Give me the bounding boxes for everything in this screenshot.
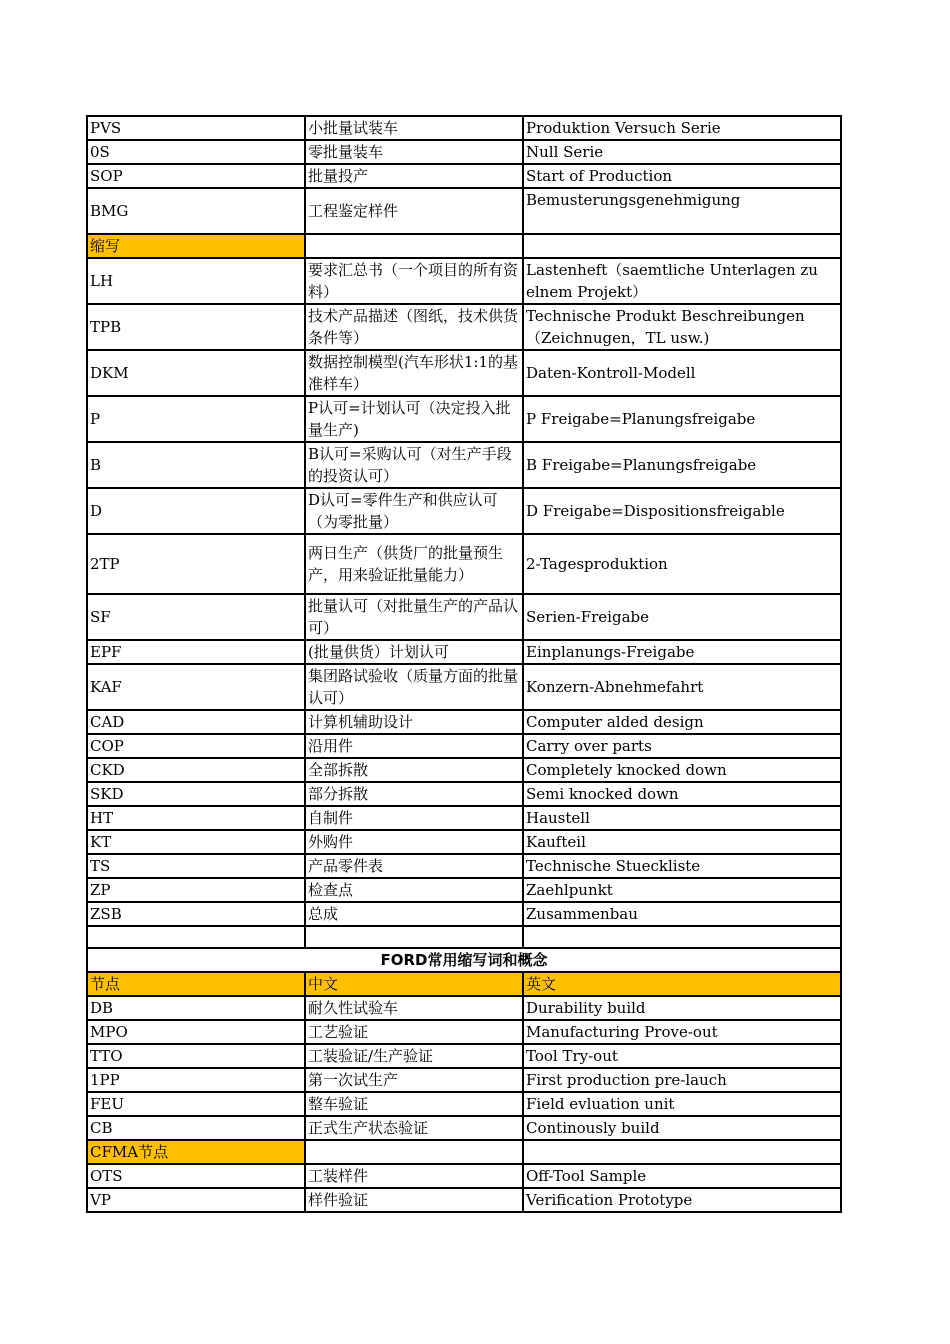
chinese-cell: D认可=零件生产和供应认可（为零批量） xyxy=(305,488,523,534)
table-row xyxy=(87,1164,841,1188)
section-label: CFMA节点 xyxy=(87,1140,305,1164)
foreign-cell: Serien-Freigabe xyxy=(523,594,841,640)
foreign-cell: Bemusterungsgenehmigung xyxy=(523,188,841,234)
foreign-cell: Einplanungs-Freigabe xyxy=(523,640,841,664)
chinese-cell: 耐久性试验车 xyxy=(305,996,523,1020)
abbr-cell: TPB xyxy=(87,304,305,350)
abbr-cell: SOP xyxy=(87,164,305,188)
abbr-cell: CKD xyxy=(87,758,305,782)
table-row xyxy=(87,488,841,534)
abbr-cell: 1PP xyxy=(87,1068,305,1092)
foreign-cell: Kaufteil xyxy=(523,830,841,854)
foreign-cell: Durability build xyxy=(523,996,841,1020)
table-row xyxy=(87,640,841,664)
table-row xyxy=(87,140,841,164)
table-row xyxy=(87,854,841,878)
abbr-cell: P xyxy=(87,396,305,442)
chinese-cell: 总成 xyxy=(305,902,523,926)
chinese-cell: 工装样件 xyxy=(305,1164,523,1188)
column-header: 英文 xyxy=(523,972,841,996)
chinese-cell: 整车验证 xyxy=(305,1092,523,1116)
abbr-cell: B xyxy=(87,442,305,488)
foreign-cell: Start of Production xyxy=(523,164,841,188)
foreign-cell: Carry over parts xyxy=(523,734,841,758)
title-row xyxy=(87,948,841,972)
chinese-cell: 工程鉴定样件 xyxy=(305,188,523,234)
foreign-cell: Off-Tool Sample xyxy=(523,1164,841,1188)
abbr-cell: COP xyxy=(87,734,305,758)
abbr-cell: HT xyxy=(87,806,305,830)
chinese-cell: 工艺验证 xyxy=(305,1020,523,1044)
chinese-cell: 两日生产（供货厂的批量预生产，用来验证批量能力） xyxy=(305,534,523,594)
chinese-cell: (批量供货）计划认可 xyxy=(305,640,523,664)
chinese-cell: 第一次试生产 xyxy=(305,1068,523,1092)
abbr-cell: SF xyxy=(87,594,305,640)
chinese-cell: 检查点 xyxy=(305,878,523,902)
foreign-cell: Null Serie xyxy=(523,140,841,164)
abbr-cell: LH xyxy=(87,258,305,304)
column-header: 节点 xyxy=(87,972,305,996)
table-row xyxy=(87,1068,841,1092)
table-row xyxy=(87,878,841,902)
chinese-cell: 批量投产 xyxy=(305,164,523,188)
chinese-cell: 沿用件 xyxy=(305,734,523,758)
foreign-cell xyxy=(523,1140,841,1164)
table-row xyxy=(87,116,841,140)
table-row xyxy=(87,1188,841,1212)
section-header-row xyxy=(87,1140,841,1164)
abbr-cell: CB xyxy=(87,1116,305,1140)
table-row xyxy=(87,594,841,640)
abbr-cell: OTS xyxy=(87,1164,305,1188)
table-row xyxy=(87,1092,841,1116)
table-row xyxy=(87,710,841,734)
foreign-cell: Daten-Kontroll-Modell xyxy=(523,350,841,396)
table-row xyxy=(87,350,841,396)
foreign-cell: Zusammenbau xyxy=(523,902,841,926)
chinese-cell: 全部拆散 xyxy=(305,758,523,782)
foreign-cell: 2-Tagesproduktion xyxy=(523,534,841,594)
abbr-cell: DKM xyxy=(87,350,305,396)
table-row xyxy=(87,1020,841,1044)
chinese-cell: 产品零件表 xyxy=(305,854,523,878)
table-row xyxy=(87,734,841,758)
table-row xyxy=(87,1044,841,1068)
abbr-cell: EPF xyxy=(87,640,305,664)
foreign-cell: Lastenheft（saemtliche Unterlagen zu elnem Projekt） xyxy=(523,258,841,304)
chinese-cell: 技术产品描述（图纸，技术供货条件等） xyxy=(305,304,523,350)
foreign-cell: Computer alded design xyxy=(523,710,841,734)
foreign-cell: D Freigabe=Dispositionsfreigable xyxy=(523,488,841,534)
foreign-cell: Produktion Versuch Serie xyxy=(523,116,841,140)
empty-cell xyxy=(87,926,305,948)
table-row xyxy=(87,188,841,234)
empty-cell xyxy=(305,926,523,948)
abbr-cell: KAF xyxy=(87,664,305,710)
foreign-cell: Technische Stueckliste xyxy=(523,854,841,878)
abbr-cell: ZSB xyxy=(87,902,305,926)
table-row xyxy=(87,782,841,806)
table-row xyxy=(87,806,841,830)
chinese-cell: 工装验证/生产验证 xyxy=(305,1044,523,1068)
foreign-cell xyxy=(523,234,841,258)
foreign-cell: Completely knocked down xyxy=(523,758,841,782)
foreign-cell: Field evluation unit xyxy=(523,1092,841,1116)
table-row xyxy=(87,1116,841,1140)
table-row xyxy=(87,396,841,442)
empty-row xyxy=(87,926,841,948)
abbr-cell: VP xyxy=(87,1188,305,1212)
chinese-cell: 小批量试装车 xyxy=(305,116,523,140)
table-row xyxy=(87,996,841,1020)
chinese-cell: 部分拆散 xyxy=(305,782,523,806)
chinese-cell: 集团路试验收（质量方面的批量认可） xyxy=(305,664,523,710)
table-row xyxy=(87,442,841,488)
table-row xyxy=(87,902,841,926)
table-row xyxy=(87,664,841,710)
section-title: FORD常用缩写词和概念 xyxy=(87,948,841,972)
chinese-cell: P认可=计划认可（决定投入批量生产) xyxy=(305,396,523,442)
foreign-cell: P Freigabe=Planungsfreigabe xyxy=(523,396,841,442)
abbr-cell: DB xyxy=(87,996,305,1020)
chinese-cell: 数据控制模型(汽车形状1:1的基准样车） xyxy=(305,350,523,396)
column-header: 中文 xyxy=(305,972,523,996)
foreign-cell: Konzern-Abnehmefahrt xyxy=(523,664,841,710)
abbr-cell: CAD xyxy=(87,710,305,734)
abbreviation-table xyxy=(86,115,842,1213)
foreign-cell: Verification Prototype xyxy=(523,1188,841,1212)
foreign-cell: Continously build xyxy=(523,1116,841,1140)
chinese-cell: B认可=采购认可（对生产手段的投资认可） xyxy=(305,442,523,488)
chinese-cell xyxy=(305,234,523,258)
abbr-cell: D xyxy=(87,488,305,534)
table-row xyxy=(87,304,841,350)
column-header-row xyxy=(87,972,841,996)
abbr-cell: MPO xyxy=(87,1020,305,1044)
chinese-cell: 自制件 xyxy=(305,806,523,830)
abbr-cell: BMG xyxy=(87,188,305,234)
foreign-cell: Zaehlpunkt xyxy=(523,878,841,902)
chinese-cell: 批量认可（对批量生产的产品认可） xyxy=(305,594,523,640)
table-row xyxy=(87,164,841,188)
foreign-cell: Tool Try-out xyxy=(523,1044,841,1068)
chinese-cell: 计算机辅助设计 xyxy=(305,710,523,734)
chinese-cell: 正式生产状态验证 xyxy=(305,1116,523,1140)
chinese-cell: 外购件 xyxy=(305,830,523,854)
foreign-cell: Technische Produkt Beschreibungen （Zeichnugen，TL usw.) xyxy=(523,304,841,350)
foreign-cell: B Freigabe=Planungsfreigabe xyxy=(523,442,841,488)
abbr-cell: TTO xyxy=(87,1044,305,1068)
chinese-cell xyxy=(305,1140,523,1164)
section-header-row xyxy=(87,234,841,258)
foreign-cell: Haustell xyxy=(523,806,841,830)
table-row xyxy=(87,258,841,304)
foreign-cell: Manufacturing Prove-out xyxy=(523,1020,841,1044)
foreign-cell: Semi knocked down xyxy=(523,782,841,806)
chinese-cell: 要求汇总书（一个项目的所有资料） xyxy=(305,258,523,304)
abbr-cell: PVS xyxy=(87,116,305,140)
abbr-cell: SKD xyxy=(87,782,305,806)
section-label: 缩写 xyxy=(87,234,305,258)
table-row xyxy=(87,830,841,854)
abbr-cell: KT xyxy=(87,830,305,854)
abbr-cell: FEU xyxy=(87,1092,305,1116)
chinese-cell: 样件验证 xyxy=(305,1188,523,1212)
abbr-cell: ZP xyxy=(87,878,305,902)
table-row xyxy=(87,758,841,782)
table-row xyxy=(87,534,841,594)
chinese-cell: 零批量装车 xyxy=(305,140,523,164)
foreign-cell: First production pre-lauch xyxy=(523,1068,841,1092)
abbr-cell: 2TP xyxy=(87,534,305,594)
abbr-cell: TS xyxy=(87,854,305,878)
abbr-cell: 0S xyxy=(87,140,305,164)
empty-cell xyxy=(523,926,841,948)
